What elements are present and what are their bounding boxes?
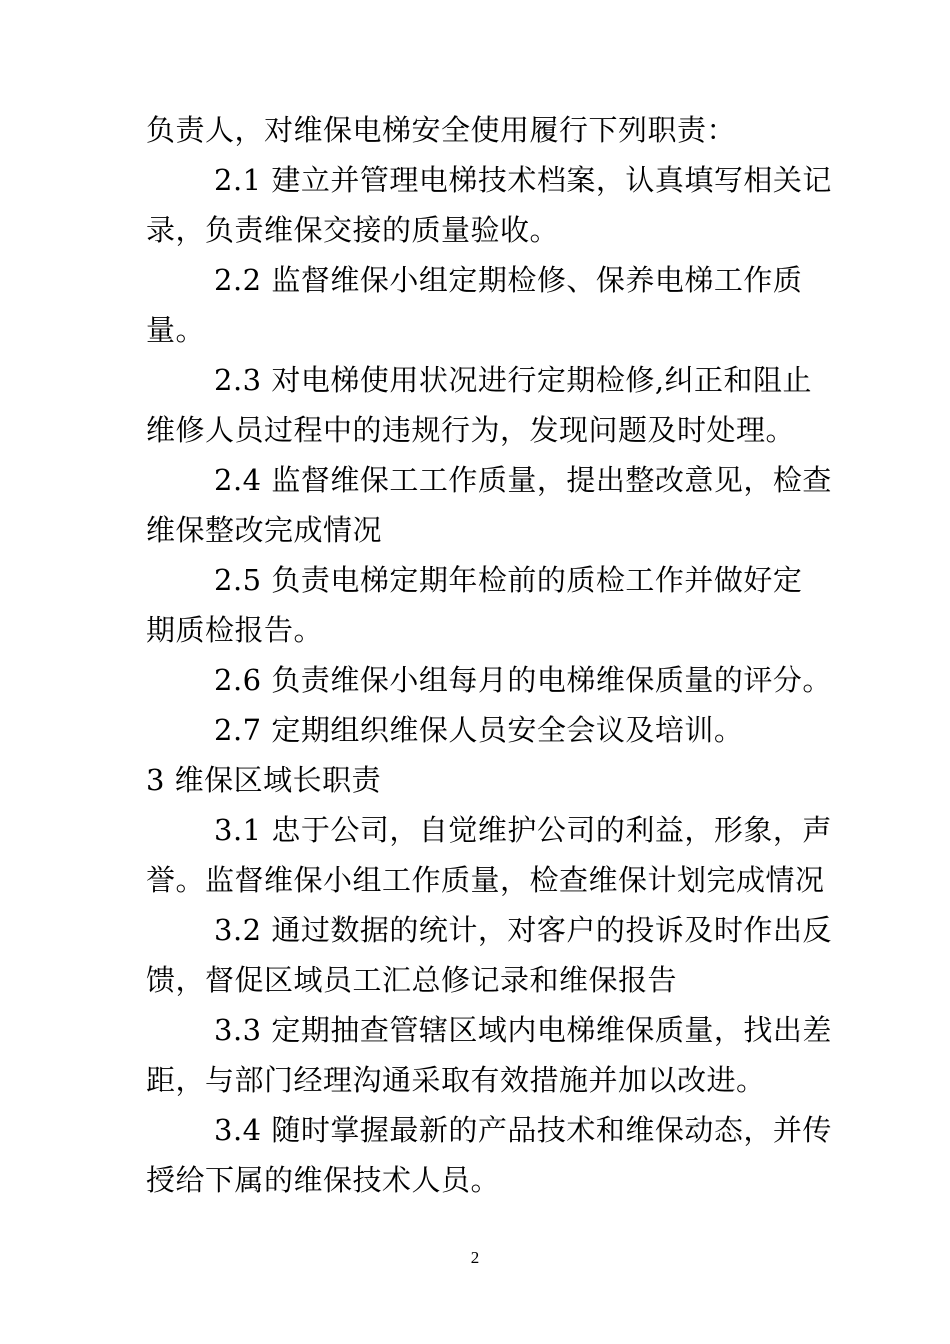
text-line-18: 馈，督促区域员工汇总修记录和维保报告	[146, 963, 678, 997]
text-line-5: 量。	[146, 313, 206, 347]
text-line-11: 期质检报告。	[146, 613, 324, 647]
text-line-16: 誉。监督维保小组工作质量，检查维保计划完成情况	[146, 863, 825, 897]
text-line-9: 维保整改完成情况	[146, 513, 383, 547]
text-line-20: 距，与部门经理沟通采取有效措施并加以改进。	[146, 1063, 766, 1097]
text-line-2: 2.1 建立并管理电梯技术档案，认真填写相关记	[214, 163, 832, 197]
text-line-22: 授给下属的维保技术人员。	[146, 1163, 501, 1197]
text-line-3: 录，负责维保交接的质量验收。	[146, 213, 560, 247]
text-line-21: 3.4 随时掌握最新的产品技术和维保动态，并传	[214, 1113, 832, 1147]
text-line-13: 2.7 定期组织维保人员安全会议及培训。	[214, 713, 744, 747]
text-line-15: 3.1 忠于公司，自觉维护公司的利益，形象，声	[214, 813, 832, 847]
text-line-4: 2.2 监督维保小组定期检修、保养电梯工作质	[214, 263, 803, 297]
text-line-6: 2.3 对电梯使用状况进行定期检修,纠正和阻止	[214, 363, 813, 397]
text-line-12: 2.6 负责维保小组每月的电梯维保质量的评分。	[214, 663, 832, 697]
text-line-17: 3.2 通过数据的统计，对客户的投诉及时作出反	[214, 913, 832, 947]
text-line-7: 维修人员过程中的违规行为，发现问题及时处理。	[146, 413, 796, 447]
text-line-10: 2.5 负责电梯定期年检前的质检工作并做好定	[214, 563, 803, 597]
text-line-1: 负责人，对维保电梯安全使用履行下列职责：	[146, 113, 737, 147]
page-number: 2	[470, 1248, 480, 1267]
text-line-8: 2.4 监督维保工工作质量，提出整改意见，检查	[214, 463, 832, 497]
section-heading: 3 维保区域长职责	[146, 763, 382, 797]
text-line-19: 3.3 定期抽查管辖区域内电梯维保质量，找出差	[214, 1013, 832, 1047]
